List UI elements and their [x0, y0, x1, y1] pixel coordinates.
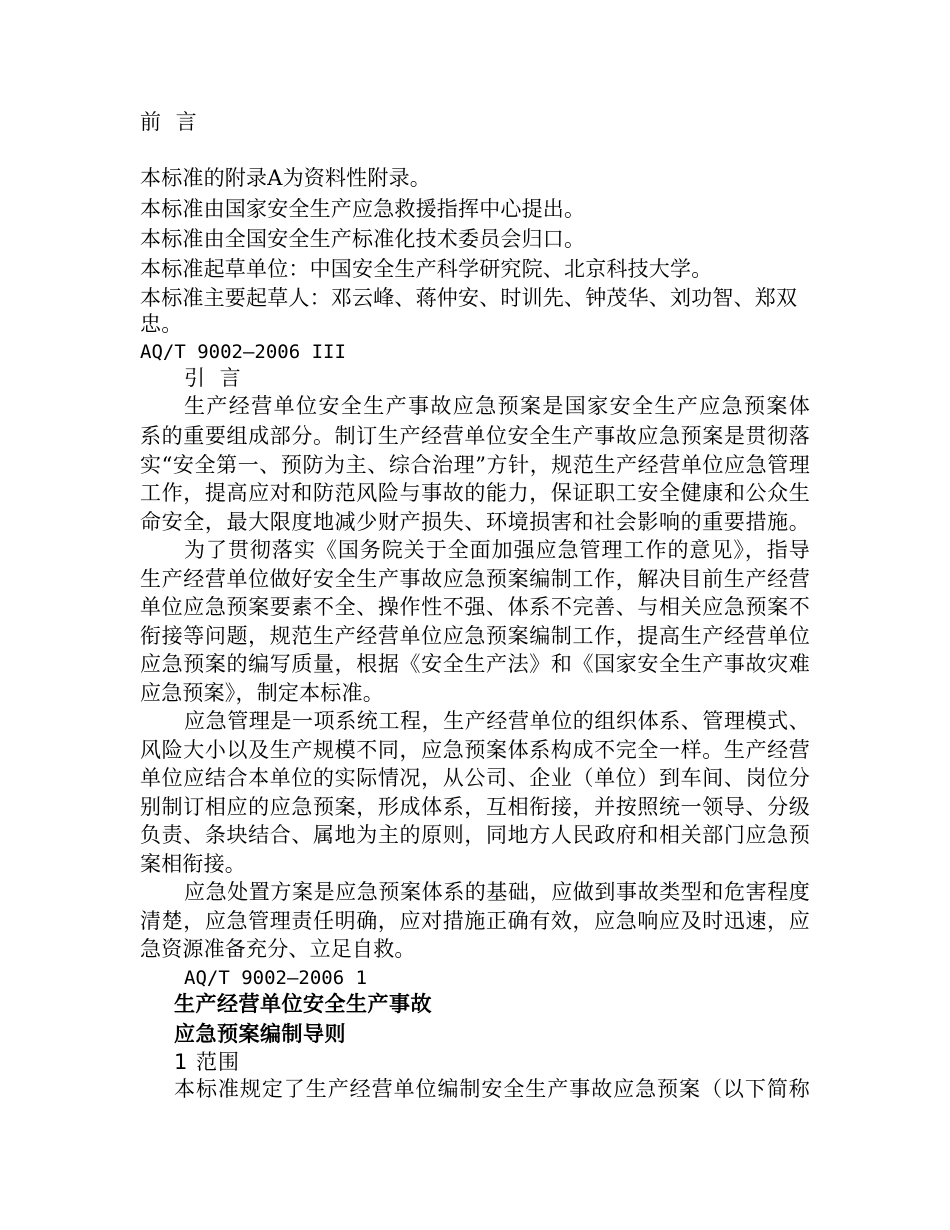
page-footer-arabic: AQ/T 9002—2006 1 [184, 967, 368, 989]
preface-line: 本标准由国家安全生产应急救援指挥中心提出。 [140, 197, 586, 221]
preface-line: 本标准的附录A为资料性附录。 [140, 166, 431, 190]
intro-line: 清楚，应急管理责任明确，应对措施正确有效，应急响应及时迅速，应 [140, 909, 810, 933]
section-heading-scope: 1 范围 [174, 1050, 241, 1074]
intro-line: 实“安全第一、预防为主、综合治理”方针，规范生产经营单位应急管理 [140, 453, 810, 477]
page-footer-roman: AQ/T 9002—2006 III [140, 341, 346, 363]
intro-line: 应急管理是一项系统工程，生产经营单位的组织体系、管理模式、 [184, 709, 810, 733]
preface-line: 本标准由全国安全生产标准化技术委员会归口。 [140, 227, 586, 251]
intro-line: 命安全，最大限度地减少财产损失、环境损害和社会影响的重要措施。 [140, 510, 810, 534]
intro-line: 风险大小以及生产规模不同，应急预案体系构成不完全一样。生产经营 [140, 738, 810, 762]
intro-line: 为了贯彻落实《国务院关于全面加强应急管理工作的意见》，指导 [184, 538, 810, 562]
intro-line: 生产经营单位做好安全生产事故应急预案编制工作，解决目前生产经营 [140, 567, 810, 591]
intro-line: 应急预案的编写质量，根据《安全生产法》和《国家安全生产事故灾难 [140, 652, 810, 676]
standard-title-line2: 应急预案编制导则 [174, 1022, 346, 1046]
intro-line: 工作，提高应对和防范风险与事故的能力，保证职工安全健康和公众生 [140, 481, 810, 505]
intro-line: 单位应结合本单位的实际情况，从公司、企业（单位）到车间、岗位分 [140, 766, 810, 790]
intro-line: 应急处置方案是应急预案体系的基础，应做到事故类型和危害程度 [184, 880, 810, 904]
preface-line: 忠。 [140, 312, 183, 336]
intro-line: 生产经营单位安全生产事故应急预案是国家安全生产应急预案体 [184, 394, 810, 418]
intro-line: 负责、条块结合、属地为主的原则，同地方人民政府和相关部门应急预 [140, 823, 810, 847]
scope-first-line: 本标准规定了生产经营单位编制安全生产事故应急预案（以下简称 [174, 1077, 810, 1101]
intro-line: 衔接等问题，规范生产经营单位应急预案编制工作，提高生产经营单位 [140, 624, 810, 648]
preface-line: 本标准主要起草人：邓云峰、蒋仲安、时训先、钟茂华、刘功智、郑双 [140, 286, 798, 310]
intro-line: 急资源准备充分、立足自救。 [140, 937, 416, 961]
intro-title: 引 言 [184, 366, 245, 390]
intro-line: 系的重要组成部分。制订生产经营单位安全生产事故应急预案是贯彻落 [140, 424, 810, 448]
intro-line: 案相衔接。 [140, 852, 246, 876]
intro-line: 单位应急预案要素不全、操作性不强、体系不完善、与相关应急预案不 [140, 595, 810, 619]
standard-title-line1: 生产经营单位安全生产事故 [174, 992, 432, 1016]
intro-line: 别制订相应的应急预案，形成体系，互相衔接，并按照统一领导、分级 [140, 795, 810, 819]
preface-title: 前 言 [140, 110, 201, 134]
preface-line: 本标准起草单位：中国安全生产科学研究院、北京科技大学。 [140, 257, 713, 281]
intro-line: 应急预案》，制定本标准。 [140, 681, 384, 705]
